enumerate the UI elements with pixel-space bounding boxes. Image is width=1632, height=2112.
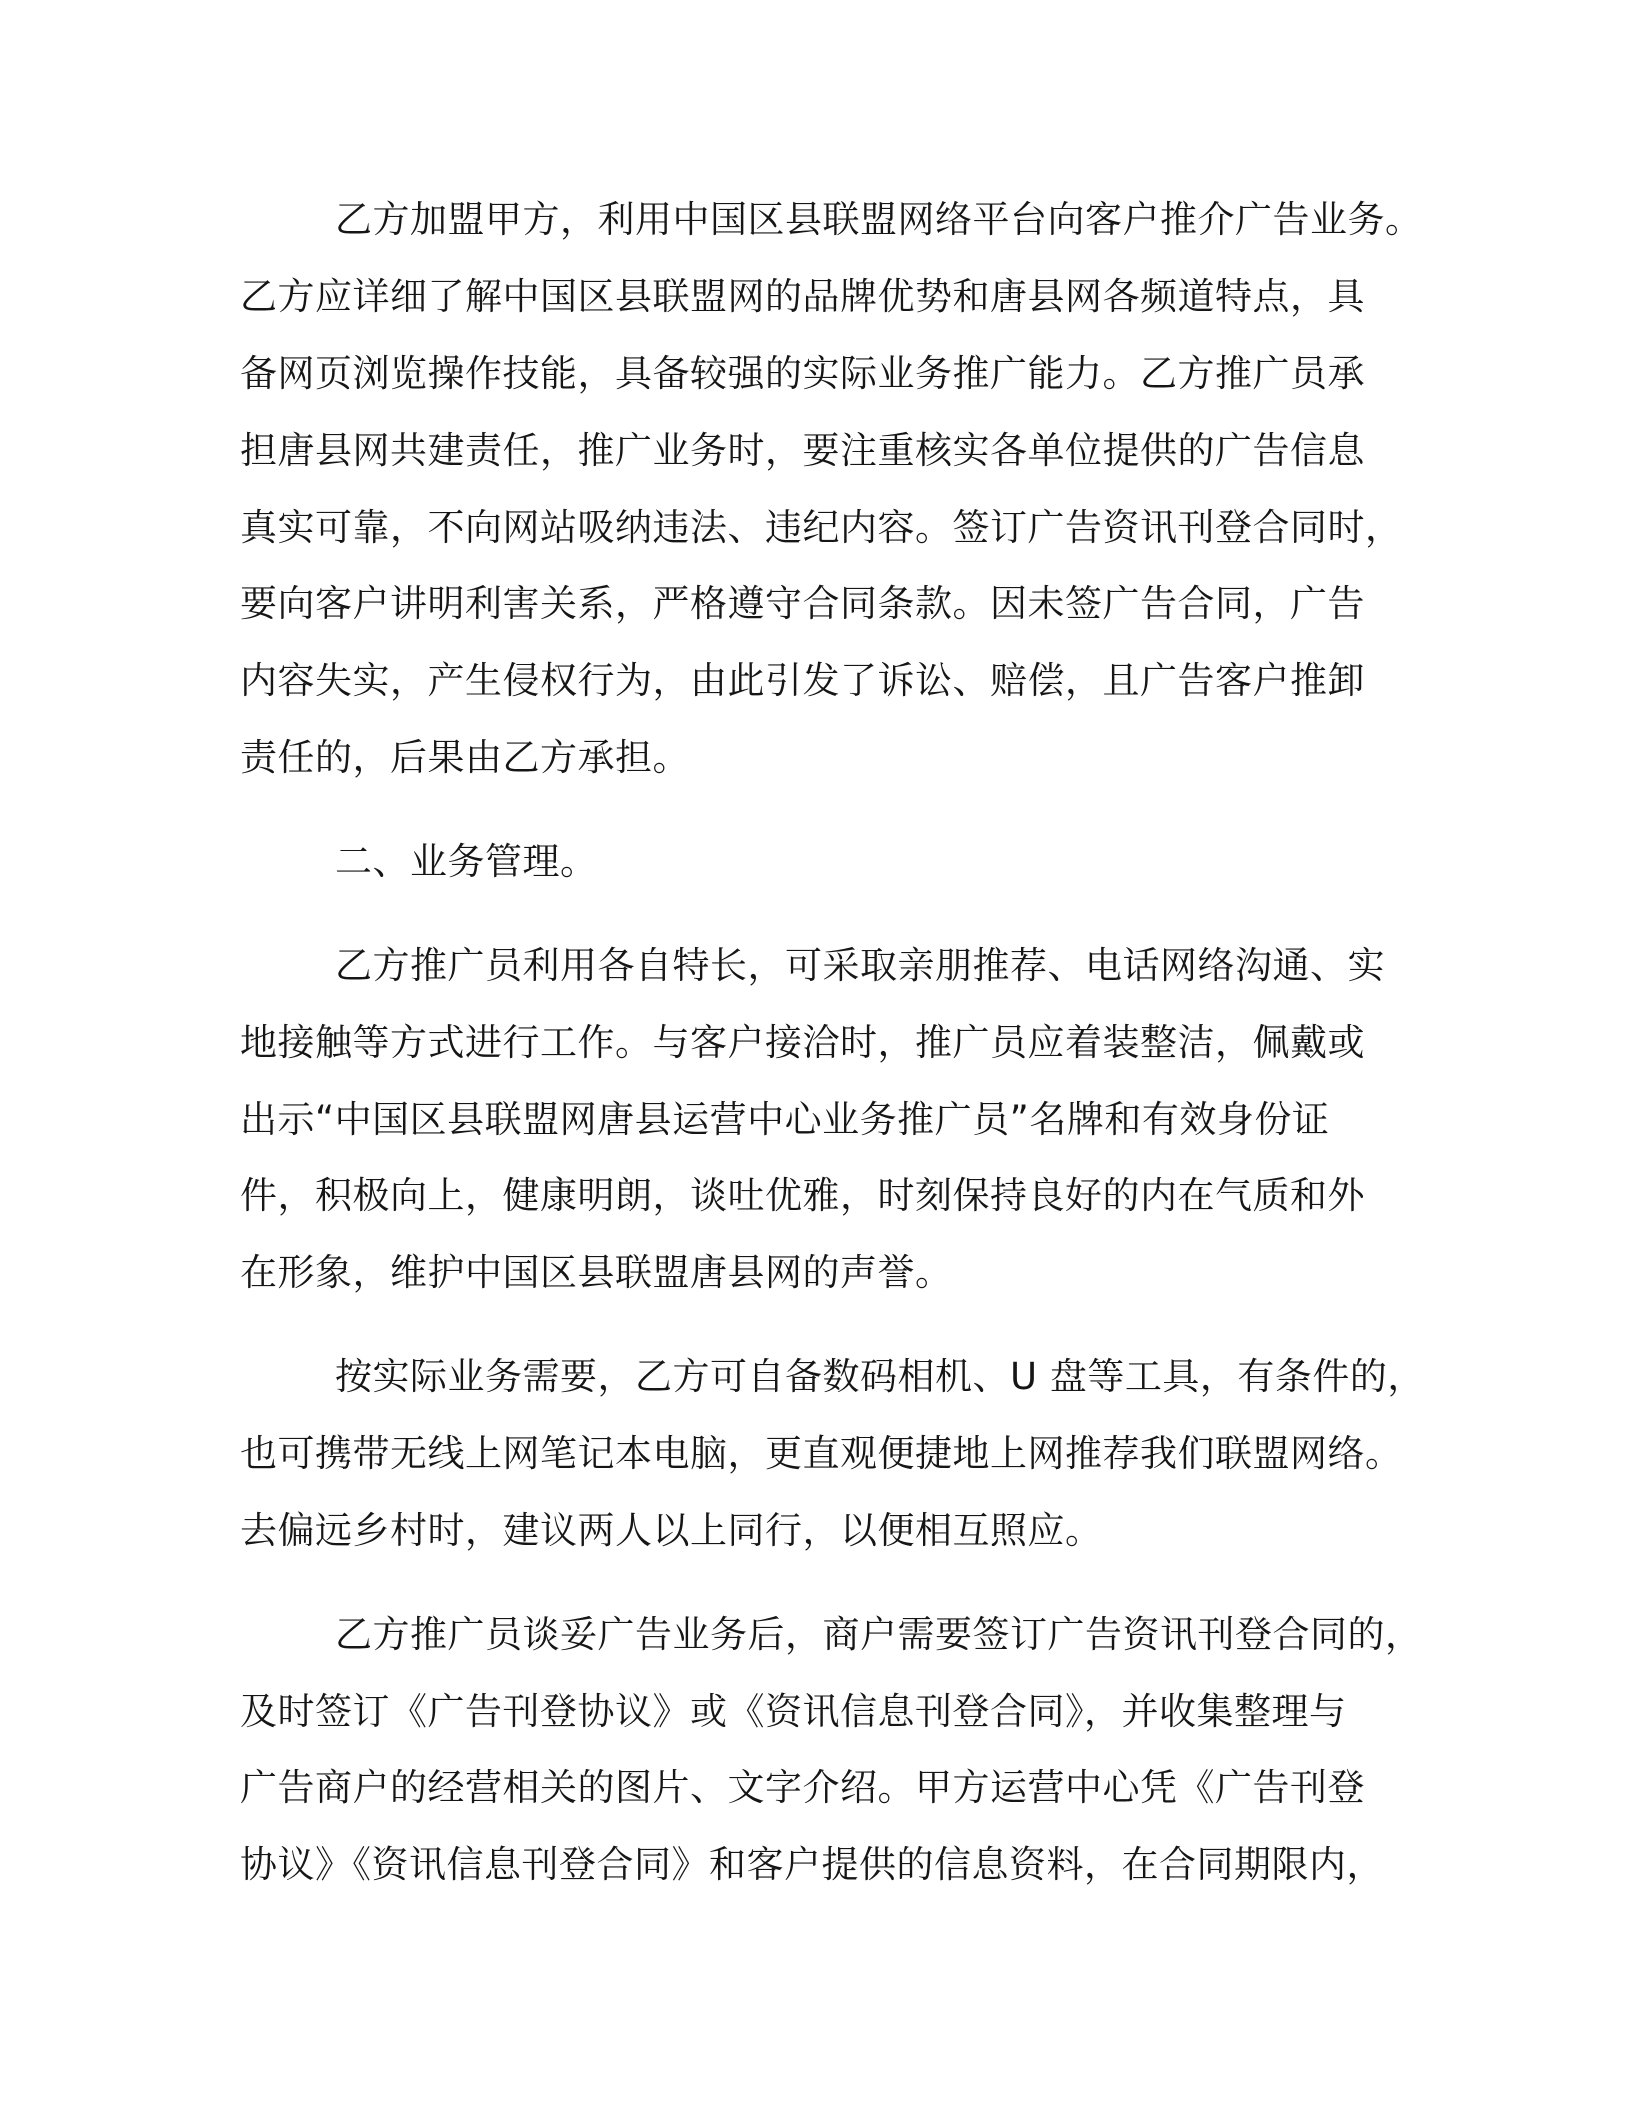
paragraph-1-line-5: 真实可靠，不向网站吸纳违法、违纪内容。签订广告资讯刊登合同时，: [240, 506, 1403, 549]
paragraph-4-line-3: 广告商户的经营相关的图片、文字介绍。甲方运营中心凭《广告刊登: [240, 1766, 1365, 1809]
paragraph-1-line-8: 责任的，后果由乙方承担。: [240, 736, 690, 779]
paragraph-1-line-1: 乙方加盟甲方，利用中国区县联盟网络平台向客户推介广告业务。: [335, 198, 1423, 241]
paragraph-3-line-2: 也可携带无线上网笔记本电脑，更直观便捷地上网推荐我们联盟网络。: [240, 1432, 1403, 1475]
paragraph-1-line-6: 要向客户讲明利害关系，严格遵守合同条款。因未签广告合同，广告: [240, 582, 1365, 625]
paragraph-2-line-5: 在形象，维护中国区县联盟唐县网的声誉。: [240, 1251, 953, 1294]
paragraph-4-line-4: 协议》《资讯信息刊登合同》和客户提供的信息资料，在合同期限内，: [240, 1843, 1384, 1886]
paragraph-4-line-2: 及时签订《广告刊登协议》或《资讯信息刊登合同》，并收集整理与: [240, 1690, 1347, 1733]
paragraph-2-line-2: 地接触等方式进行工作。与客户接洽时，推广员应着装整洁，佩戴或: [240, 1021, 1365, 1064]
paragraph-2-line-3: 出示“中国区县联盟网唐县运营中心业务推广员”名牌和有效身份证: [240, 1098, 1330, 1141]
paragraph-1-line-2: 乙方应详细了解中国区县联盟网的品牌优势和唐县网各频道特点，具: [240, 275, 1365, 318]
paragraph-2-line-4: 件，积极向上，健康明朗，谈吐优雅，时刻保持良好的内在气质和外: [240, 1174, 1365, 1217]
paragraph-4-line-1: 乙方推广员谈妥广告业务后，商户需要签订广告资讯刊登合同的，: [335, 1613, 1423, 1656]
paragraph-1-line-7: 内容失实，产生侵权行为，由此引发了诉讼、赔偿，且广告客户推卸: [240, 659, 1365, 702]
paragraph-1-line-3: 备网页浏览操作技能，具备较强的实际业务推广能力。乙方推广员承: [240, 352, 1365, 395]
section-heading: 二、业务管理。: [335, 840, 598, 883]
paragraph-2-line-1: 乙方推广员利用各自特长，可采取亲朋推荐、电话网络沟通、实: [335, 944, 1385, 987]
paragraph-3-line-1: 按实际业务需要，乙方可自备数码相机、U 盘等工具，有条件的，: [335, 1355, 1425, 1398]
paragraph-3-line-3: 去偏远乡村时，建议两人以上同行，以便相互照应。: [240, 1509, 1103, 1552]
paragraph-1-line-4: 担唐县网共建责任，推广业务时，要注重核实各单位提供的广告信息: [240, 429, 1365, 472]
